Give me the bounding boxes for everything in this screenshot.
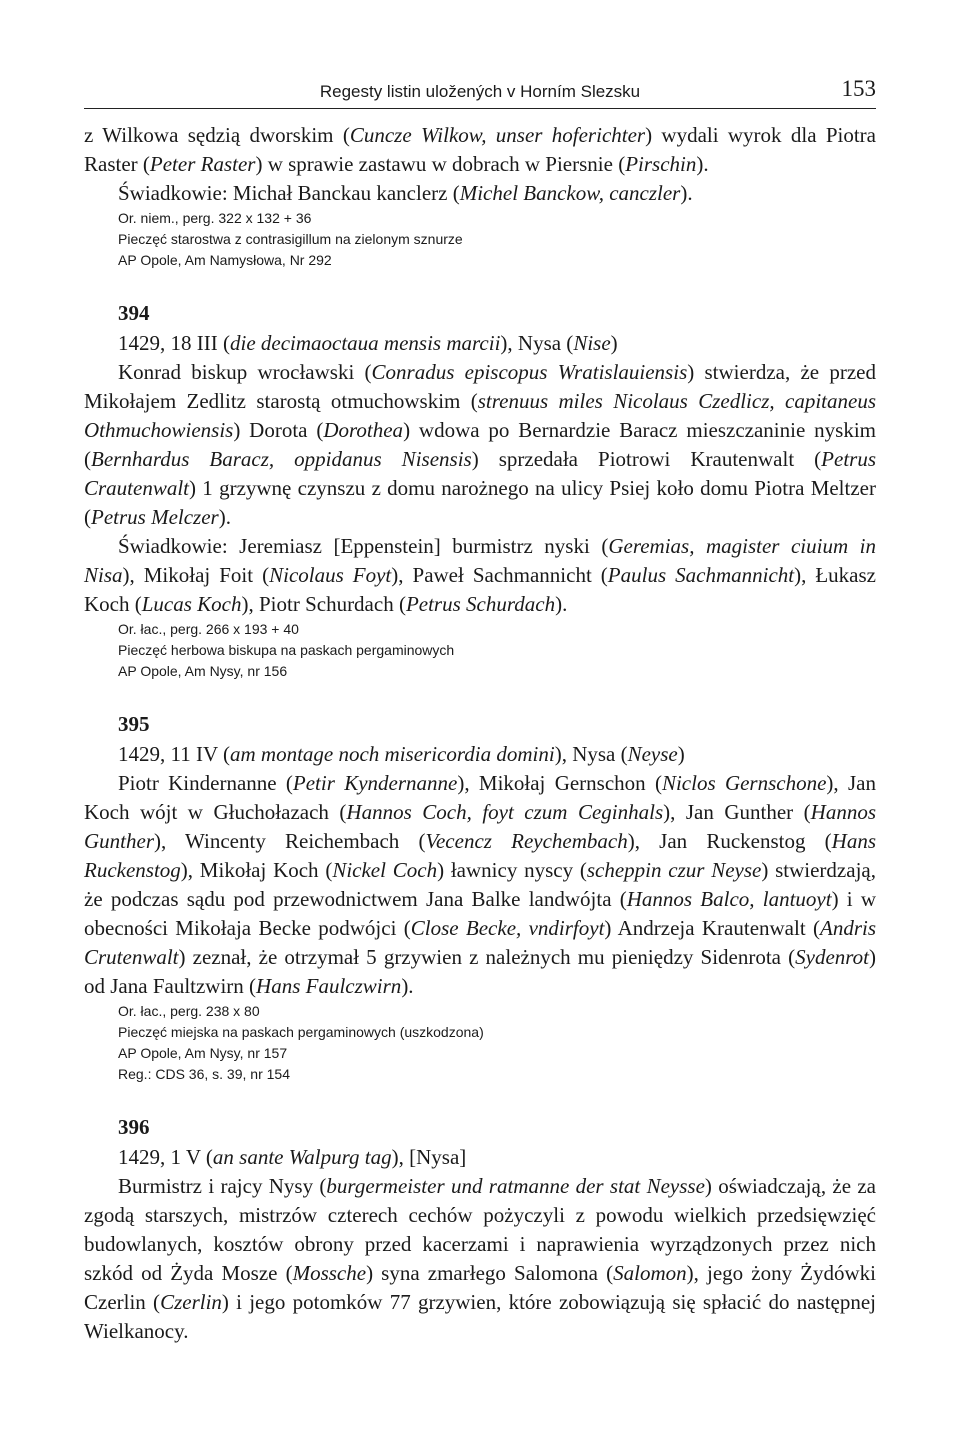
entry-note: Or. łac., perg. 238 x 80 xyxy=(118,1003,260,1019)
entry-text: Burmistrz i rajcy Nysy (burgermeister und ratmanne der stat Neysse) oświadczają, że za zgodą starszych, mistrzów czterech cechów pożyczyli z powodu wielkich przedsięwzięć budowlanych, kosztów obrony przed kacerzami i naprawienia wyrządzonych przez nich szkód od Żyda Mosze (Mossche) syna zmarłego Salomona (Salomon), jego żony Żydówki Czerlin (Czerlin) i jego potomków 77 grzywien, które zobowiązują się spłacić do następnej Wielkanocy. xyxy=(84,1174,877,1343)
entry-date: 1429, 11 IV (am montage noch misericordia domini), Nysa (Neyse) xyxy=(118,742,685,766)
entry-witnesses: Świadkowie: Jeremiasz [Eppenstein] burmistrz nyski (Geremias, magister ciuium in Nisa), Mikołaj Foit (Nicolaus Foyt), Paweł Sachmannicht (Paulus Sachmannicht), Łukasz Koch (Lucas Koch), Piotr Schurdach (Petrus Schurdach). xyxy=(84,534,876,616)
entry-note: AP Opole, Am Nysy, nr 156 xyxy=(118,663,288,679)
regest-entry-396 xyxy=(84,1113,876,1346)
entry-number: 394 xyxy=(118,301,150,325)
entry-note: Reg.: CDS 36, s. 39, nr 154 xyxy=(118,1066,290,1082)
regest-entry-395 xyxy=(84,710,876,1085)
continued-entry-witnesses: Świadkowie: Michał Banckau kanclerz (Michel Banckow, canczler). xyxy=(118,181,693,205)
entry-note: Pieczęć miejska na paskach pergaminowych (uszkodzona) xyxy=(118,1024,484,1040)
document-page xyxy=(84,72,876,1346)
entry-note: Or. niem., perg. 322 x 132 + 36 xyxy=(118,210,312,226)
continued-entry-notes xyxy=(84,208,876,271)
entry-number: 395 xyxy=(118,712,150,736)
continued-entry-text: z Wilkowa sędzią dworskim (Cuncze Wilkow, unser hoferichter) wydali wyrok dla Piotra Raster (Peter Raster) w sprawie zastawu w dobrach w Piersnie (Pirschin). xyxy=(84,123,876,176)
entry-number: 396 xyxy=(118,1115,150,1139)
entry-text: Piotr Kindernanne (Petir Kyndernanne), Mikołaj Gernschon (Niclos Gernschone), Jan Koch wójt w Głuchołazach (Hannos Coch, foyt czum Ceginhals), Jan Gunther (Hannos Gunther), Wincenty Reichembach (Vecencz Reychembach), Jan Ruckenstog (Hans Ruckenstog), Mikołaj Koch (Nickel Coch) ławnicy nyscy (scheppin czur Neyse) stwierdzają, że podczas sądu pod przewodnictwem Jana Balke landwójta (Hannos Balco, lantuoyt) i w obecności Mikołaja Becke podwójci (Close Becke, vndirfoyt) Andrzeja Krautenwalt (Andris Crutenwalt) zeznał, że otrzymał 5 grzywien z należnych mu pieniędzy Sidenrota (Sydenrot) od Jana Faultzwirn (Hans Faulczwirn). xyxy=(84,771,877,998)
entry-note: Pieczęć starostwa z contrasigillum na zielonym sznurze xyxy=(118,231,463,247)
running-head xyxy=(84,72,876,109)
entry-text: Konrad biskup wrocławski (Conradus episcopus Wratislauiensis) stwierdza, że przed Mikołajem Zedlitz starostą otmuchowskim (strenuus miles Nicolaus Czedlicz, capitaneus Othmuchowiensis) Dorota (Dorothea) wdowa po Bernardzie Baracz mieszczaninie nyskim (Bernhardus Baracz, oppidanus Nisensis) sprzedała Piotrowi Krautenwalt (Petrus Crautenwalt) 1 grzywnę czynszu z domu narożnego na ulicy Psiej koło domu Piotra Meltzer (Petrus Melczer). xyxy=(84,360,876,529)
entry-note: Or. łac., perg. 266 x 193 + 40 xyxy=(118,621,299,637)
entry-date: 1429, 18 III (die decimaoctaua mensis marcii), Nysa (Nise) xyxy=(118,331,618,355)
regest-entry-394 xyxy=(84,299,876,682)
entry-date: 1429, 1 V (an sante Walpurg tag), [Nysa] xyxy=(118,1145,467,1169)
entry-note: Pieczęć herbowa biskupa na paskach pergaminowych xyxy=(118,642,455,658)
entry-note: AP Opole, Am Namysłowa, Nr 292 xyxy=(118,252,332,268)
page-number: 153 xyxy=(841,76,876,101)
entry-note: AP Opole, Am Nysy, nr 157 xyxy=(118,1045,288,1061)
running-head-title: Regesty listin uložených v Horním Slezsku xyxy=(319,82,641,101)
